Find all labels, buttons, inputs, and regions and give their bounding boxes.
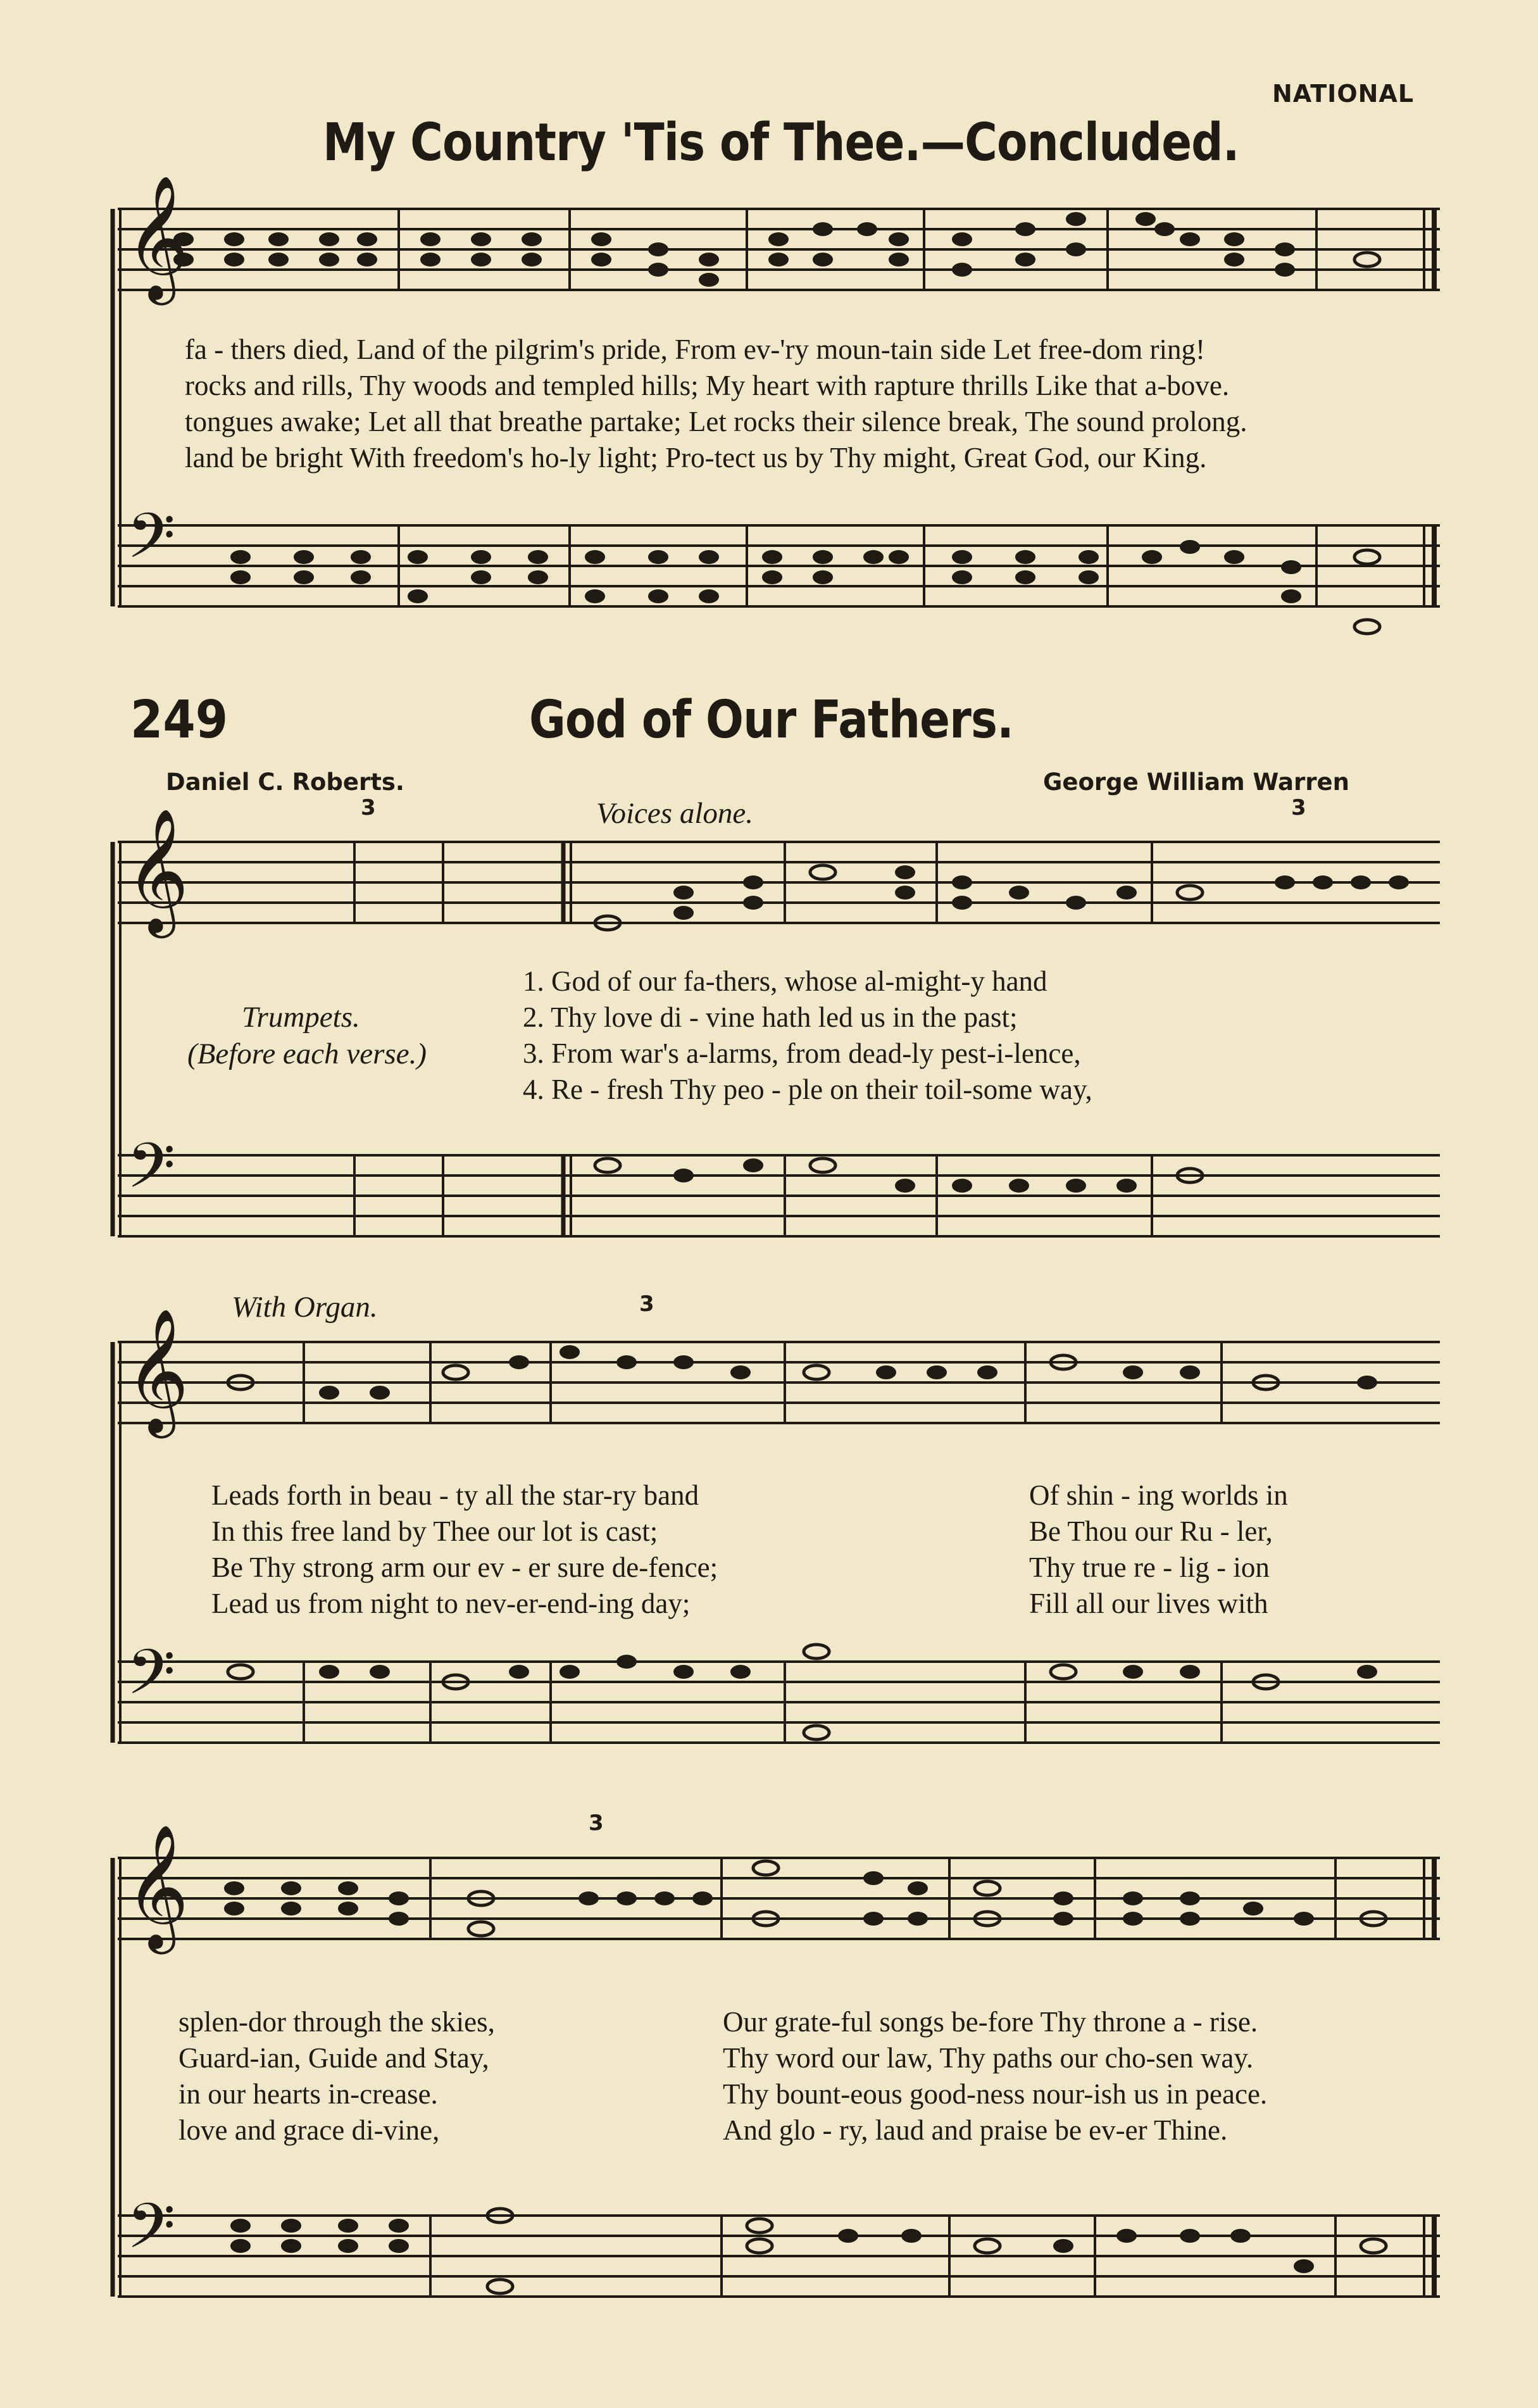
lyric-line: Fill all our lives with <box>1029 1588 1268 1619</box>
concluded-lyrics <box>185 332 1247 476</box>
lyric-line: fa - thers died, Land of the pilgrim's pride, From ev-'ry moun-tain side Let free-dom ring! <box>185 334 1206 365</box>
lyric-line: rocks and rills, Thy woods and templed hills; My heart with rapture thrills Like that a-bove. <box>185 370 1230 401</box>
treble-clef-icon: 𝄞 <box>125 1824 189 1949</box>
verses-line-3b <box>723 2004 1267 2148</box>
direction-trumpets: Trumpets. <box>242 1001 360 1034</box>
hymn-number: 249 <box>130 690 228 750</box>
lyric-line: splen-dor through the skies, <box>178 2006 495 2038</box>
direction-with-organ: With Organ. <box>232 1291 378 1324</box>
treble-clef-icon: 𝄞 <box>125 1308 189 1433</box>
lyric-line: tongues awake; Let all that breathe partake; Let rocks their silence break, The sound prolong. <box>185 406 1247 437</box>
bass-clef-icon: 𝄢 <box>127 1636 176 1724</box>
lyric-line: Thy bount-eous good-ness nour-ish us in peace. <box>723 2078 1268 2110</box>
direction-before-each-verse: (Before each verse.) <box>187 1038 427 1070</box>
lyric-line: 1. God of our fa-thers, whose al-might-y hand <box>523 965 1047 997</box>
verses-line-2a <box>211 1477 718 1622</box>
lyric-line: Thy true re - lig - ion <box>1029 1552 1270 1583</box>
composer-credit: George William Warren <box>1043 768 1349 796</box>
triplet-mark: 3 <box>1291 795 1306 820</box>
lyric-line: in our hearts in-crease. <box>178 2078 438 2110</box>
treble-clef-icon: 𝄞 <box>125 808 189 933</box>
lyric-line: Be Thou our Ru - ler, <box>1029 1515 1273 1547</box>
category-label: NATIONAL <box>1272 80 1415 108</box>
direction-voices-alone: Voices alone. <box>596 797 753 830</box>
hymn-title: God of Our Fathers. <box>529 690 1014 750</box>
triplet-mark: 3 <box>361 795 376 820</box>
lyric-line: 2. Thy love di - vine hath led us in the past; <box>523 1001 1018 1033</box>
triplet-mark: 3 <box>589 1810 604 1836</box>
lyric-line: Be Thy strong arm our ev - er sure de-fence; <box>211 1552 718 1583</box>
bass-clef-icon: 𝄢 <box>127 2190 176 2278</box>
lyric-line: Our grate-ful songs be-fore Thy throne a - rise. <box>723 2006 1258 2038</box>
bass-clef-icon: 𝄢 <box>127 500 176 588</box>
lyric-line: Guard-ian, Guide and Stay, <box>178 2042 489 2074</box>
treble-clef-icon: 𝄞 <box>125 175 189 300</box>
lyric-line: 3. From war's a-larms, from dead-ly pest-i-lence, <box>523 1038 1081 1069</box>
bass-clef-icon: 𝄢 <box>127 1130 176 1218</box>
verses-line-1 <box>523 963 1092 1108</box>
concluded-title: My Country 'Tis of Thee.—Concluded. <box>323 113 1239 173</box>
author-credit: Daniel C. Roberts. <box>166 768 404 796</box>
lyric-line: And glo - ry, laud and praise be ev-er Thine. <box>723 2114 1228 2146</box>
lyric-line: Lead us from night to nev-er-end-ing day; <box>211 1588 691 1619</box>
lyric-line: Thy word our law, Thy paths our cho-sen way. <box>723 2042 1254 2074</box>
verses-line-2b <box>1029 1477 1288 1622</box>
verses-line-3a <box>178 2004 495 2148</box>
triplet-mark: 3 <box>639 1291 654 1317</box>
lyric-line: Leads forth in beau - ty all the star-ry band <box>211 1479 699 1511</box>
lyric-line: land be bright With freedom's ho-ly light; Pro-tect us by Thy might, Great God, our King. <box>185 442 1207 473</box>
lyric-line: In this free land by Thee our lot is cast; <box>211 1515 658 1547</box>
lyric-line: love and grace di-vine, <box>178 2114 440 2146</box>
lyric-line: Of shin - ing worlds in <box>1029 1479 1288 1511</box>
lyric-line: 4. Re - fresh Thy peo - ple on their toil-some way, <box>523 1074 1092 1105</box>
